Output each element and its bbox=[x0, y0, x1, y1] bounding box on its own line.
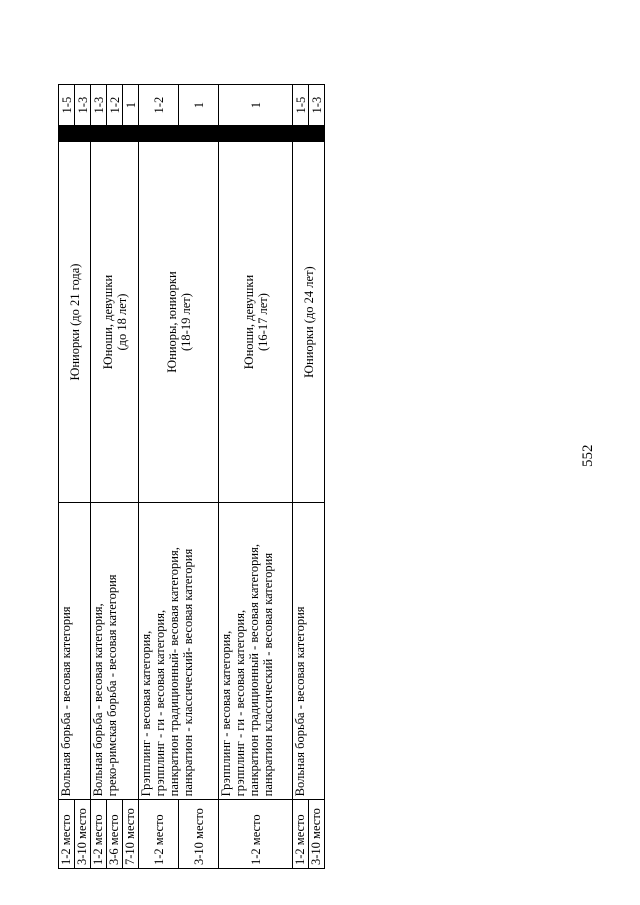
discipline-line: Грэпплинг - весовая категория, bbox=[139, 630, 153, 797]
age-cell bbox=[91, 142, 139, 503]
blank-black-cell bbox=[139, 126, 219, 142]
discipline-cell: Вольная борьба - весовая категория bbox=[293, 502, 325, 800]
page-number: 552 bbox=[580, 444, 596, 467]
coef-cell: 1-2 bbox=[139, 85, 179, 126]
place-cell: 3-6 место bbox=[107, 800, 123, 869]
age-line: (до 18 лет) bbox=[114, 293, 129, 351]
coef-cell: 1-5 bbox=[59, 85, 75, 126]
discipline-line: Вольная борьба - весовая категория, bbox=[91, 603, 105, 797]
table-row bbox=[293, 85, 309, 869]
discipline-line: панкратион традиционный - весовая категория, bbox=[247, 544, 261, 797]
discipline-line: грэпплинг - ги - весовая категория, bbox=[153, 609, 167, 797]
age-line: (16-17 лет) bbox=[255, 293, 270, 351]
place-cell: 7-10 место bbox=[123, 800, 139, 869]
place-cell: 1-2 место bbox=[219, 800, 293, 869]
coef-cell: 1-3 bbox=[75, 85, 91, 126]
age-cell: Юниорки (до 24 лет) bbox=[293, 142, 325, 503]
table-row bbox=[139, 85, 179, 869]
age-cell: Юниорки (до 21 года) bbox=[59, 142, 91, 503]
table-anchor bbox=[59, 96, 324, 869]
blank-black-cell bbox=[91, 126, 139, 142]
age-cell bbox=[219, 142, 293, 503]
place-cell: 1-2 место bbox=[59, 800, 75, 869]
blank-black-cell bbox=[219, 126, 293, 142]
place-cell: 1-2 место bbox=[293, 800, 309, 869]
coef-cell: 1-5 bbox=[293, 85, 309, 126]
discipline-line: панкратион традиционный- весовая категория, bbox=[167, 547, 181, 797]
place-cell: 3-10 место bbox=[75, 800, 91, 869]
place-cell: 3-10 место bbox=[309, 800, 325, 869]
discipline-cell bbox=[219, 502, 293, 800]
table-row bbox=[219, 85, 293, 869]
coef-cell: 1-2 bbox=[107, 85, 123, 126]
discipline-line: греко-римская борьба - весовая категория bbox=[105, 574, 119, 797]
age-line: Юниоры, юниорки bbox=[164, 271, 179, 373]
discipline-cell bbox=[139, 502, 219, 800]
table-row bbox=[59, 85, 75, 869]
age-line: Юноши, девушки bbox=[241, 274, 256, 370]
place-cell: 1-2 место bbox=[91, 800, 107, 869]
age-line: (18-19 лет) bbox=[178, 293, 193, 351]
discipline-line: грэпплинг - ги - весовая категория, bbox=[233, 609, 247, 797]
blank-black-cell bbox=[59, 126, 91, 142]
coef-cell: 1 bbox=[123, 85, 139, 126]
coef-cell: 1 bbox=[219, 85, 293, 126]
competition-table bbox=[58, 84, 325, 869]
place-cell: 3-10 место bbox=[179, 800, 219, 869]
table-row bbox=[91, 85, 107, 869]
place-cell: 1-2 место bbox=[139, 800, 179, 869]
discipline-cell: Вольная борьба - весовая категория bbox=[59, 502, 91, 800]
age-line: Юноши, девушки bbox=[100, 274, 115, 370]
coef-cell: 1 bbox=[179, 85, 219, 126]
discipline-cell bbox=[91, 502, 139, 800]
discipline-line: Грэпплинг - весовая категория, bbox=[219, 630, 233, 797]
age-cell bbox=[139, 142, 219, 503]
coef-cell: 1-3 bbox=[91, 85, 107, 126]
blank-black-cell bbox=[293, 126, 325, 142]
discipline-line: панкратион классический - весовая категория bbox=[261, 552, 275, 797]
coef-cell: 1-3 bbox=[309, 85, 325, 126]
discipline-line: панкратион - классический- весовая категория bbox=[181, 548, 195, 797]
